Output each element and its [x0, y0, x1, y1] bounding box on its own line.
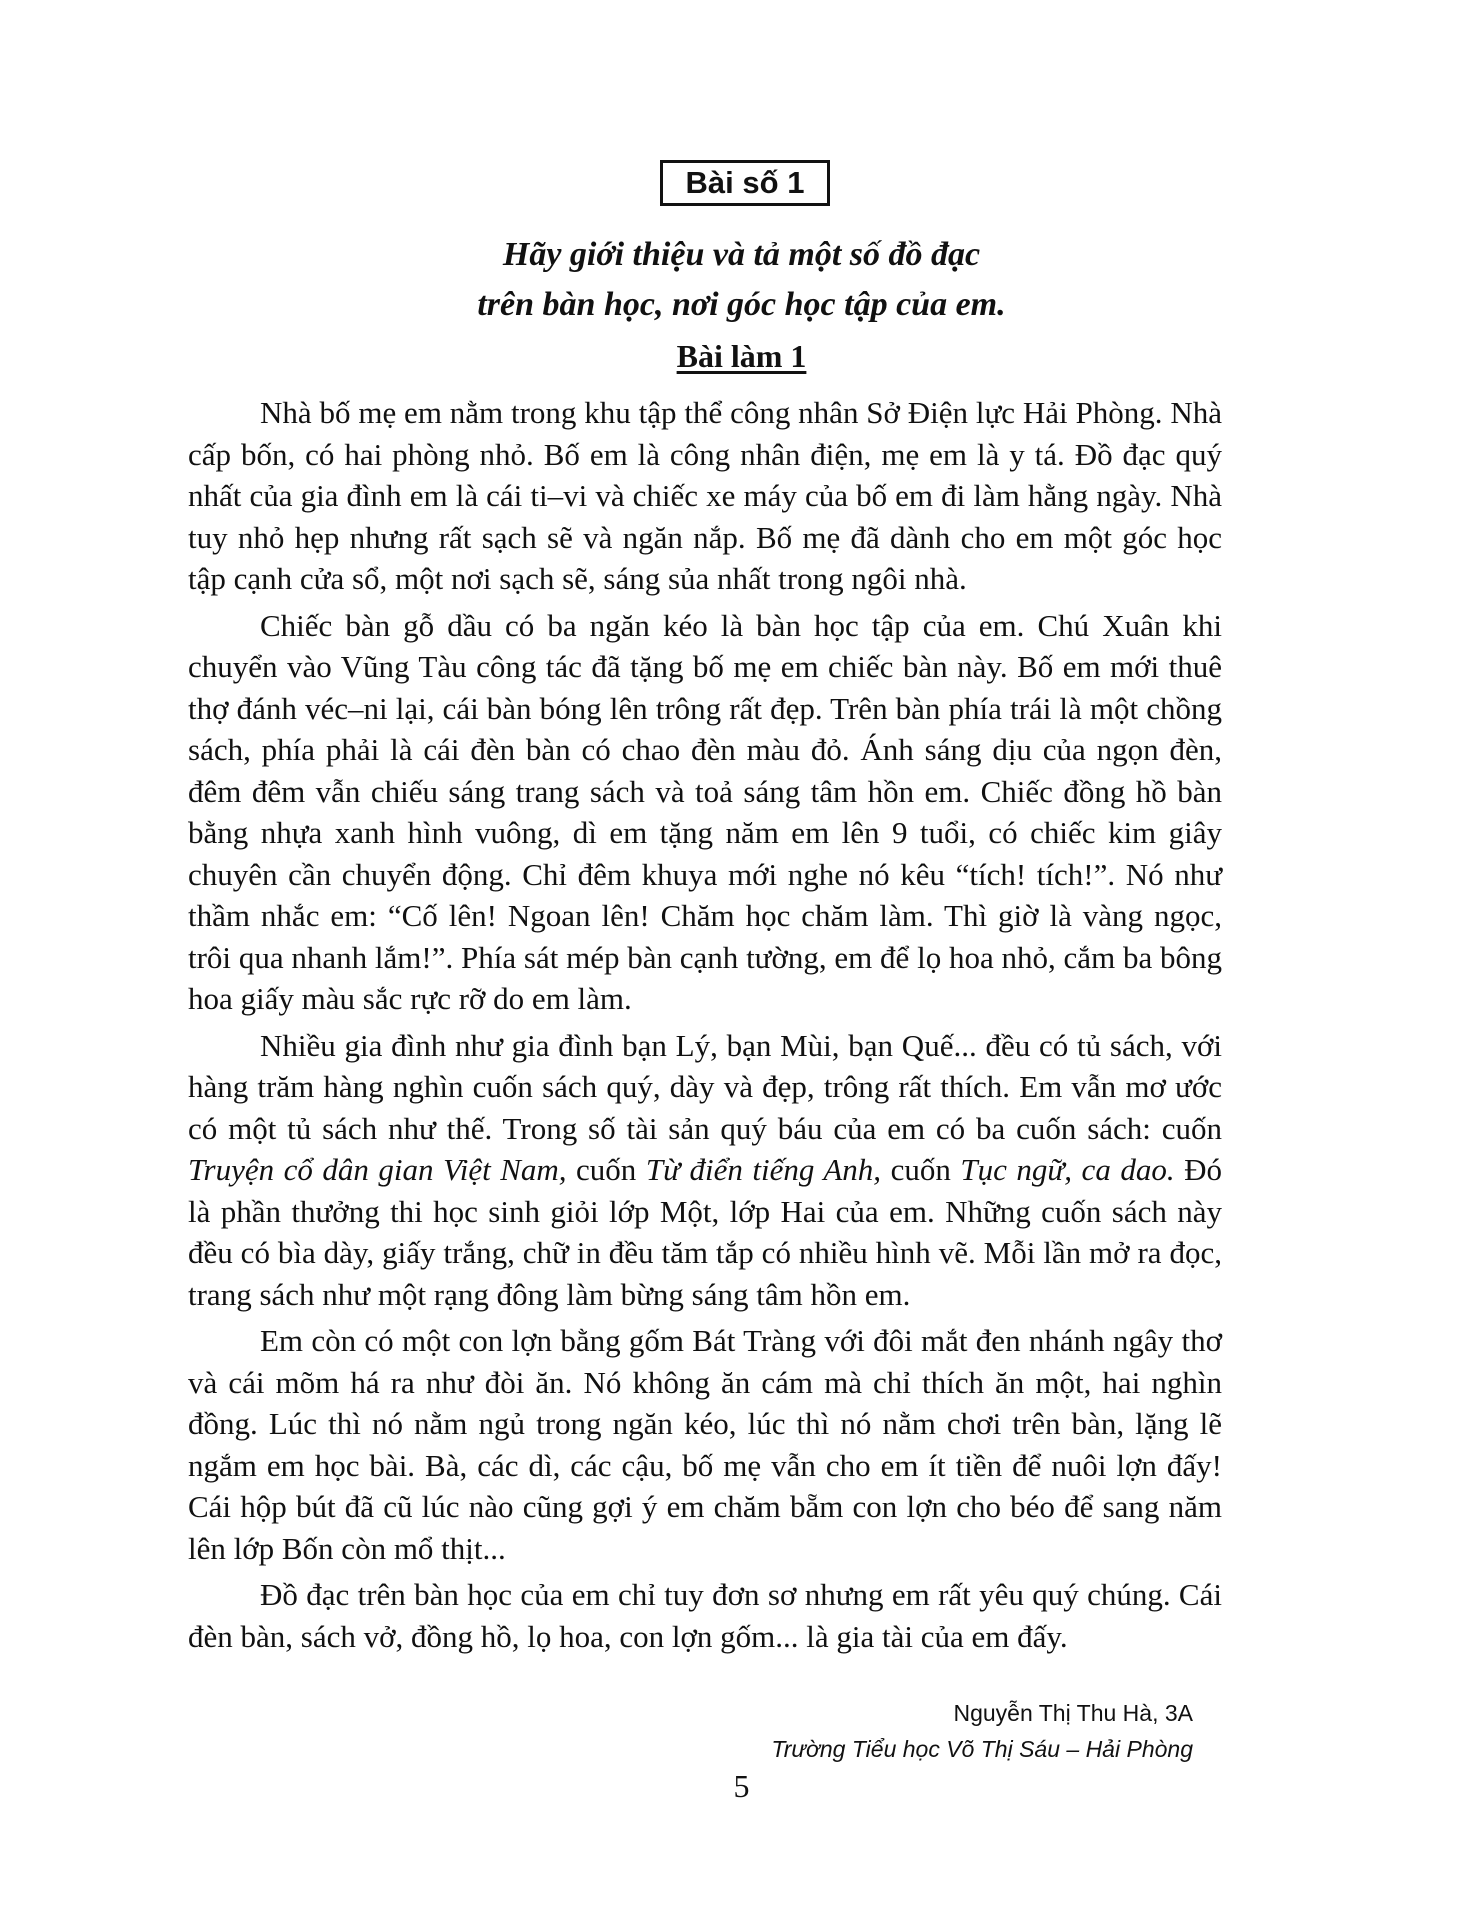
- exercise-topic: [0, 230, 1483, 330]
- paragraph-1: Nhà bố mẹ em nằm trong khu tập thể công nhân Sở Điện lực Hải Phòng. Nhà cấp bốn, có hai phòng nhỏ. Bố em là công nhân điện, mẹ em là y tá. Đồ đạc quý nhất của gia đình em là cái ti–vi và chiếc xe máy của bố em đi làm hằng ngày. Nhà tuy nhỏ hẹp nhưng rất sạch sẽ và ngăn nắp. Bố mẹ đã dành cho em một góc học tập cạnh cửa sổ, một nơi sạch sẽ, sáng sủa nhất trong ngôi nhà.: [188, 395, 1222, 596]
- school-name: Trường Tiểu học Võ Thị Sáu – Hải Phòng: [771, 1736, 1193, 1762]
- paragraph-5: Đồ đạc trên bàn học của em chỉ tuy đơn sơ nhưng em rất yêu quý chúng. Cái đèn bàn, sách vở, đồng hồ, lọ hoa, con lợn gốm... là gia tài của em đấy.: [188, 1577, 1222, 1654]
- book-title-2: Từ điển tiếng Anh,: [645, 1152, 882, 1187]
- topic-line-2: trên bàn học, nơi góc học tập của em.: [477, 286, 1006, 323]
- page-number: 5: [733, 1768, 750, 1804]
- essay-body: [188, 392, 1222, 1662]
- author-name: Nguyễn Thị Thu Hà, 3A: [953, 1700, 1193, 1726]
- paragraph-3-text-c: cuốn: [881, 1152, 961, 1187]
- book-title-3: Tục ngữ, ca dao.: [960, 1152, 1175, 1187]
- answer-heading: Bài làm 1: [676, 338, 807, 374]
- paragraph-3-text-d: Đó là phần thưởng thi học sinh giỏi lớp Một, lớp Hai của em. Những cuốn sách này đều có bìa dày, giấy trắng, chữ in đều tăm tắp có nhiều hình vẽ. Mỗi lần mở ra đọc, trang sách như một rạng đông làm bừng sáng tâm hồn em.: [188, 1152, 1223, 1312]
- paragraph-3-text-a: Nhiều gia đình như gia đình bạn Lý, bạn Mùi, bạn Quế... đều có tủ sách, với hàng trăm hàng nghìn cuốn sách quý, dày và đẹp, trông rất thích. Em vẫn mơ ước có một tủ sách như thế. Trong số tài sản quý báu của em có ba cuốn sách: cuốn: [188, 1027, 1222, 1146]
- paragraph-3: [188, 1025, 1222, 1316]
- book-title-1: Truyện cổ dân gian Việt Nam,: [188, 1152, 567, 1187]
- paragraph-3-text-b: cuốn: [566, 1152, 646, 1187]
- paragraph-4: Em còn có một con lợn bằng gốm Bát Tràng với đôi mắt đen nhánh ngây thơ và cái mõm há ra như đòi ăn. Nó không ăn cám mà chỉ thích ăn một, hai nghìn đồng. Lúc thì nó nằm ngủ trong ngăn kéo, lúc thì nó nằm chơi trên bàn, lặng lẽ ngắm em học bài. Bà, các dì, các cậu, bố mẹ vẫn cho em ít tiền để nuôi lợn đấy! Cái hộp bút đã cũ lúc nào cũng gợi ý em chăm bẵm con lợn cho béo để sang năm lên lớp Bốn còn mổ thịt...: [188, 1323, 1222, 1566]
- paragraph-2: Chiếc bàn gỗ dầu có ba ngăn kéo là bàn học tập của em. Chú Xuân khi chuyển vào Vũng Tàu công tác đã tặng bố mẹ em chiếc bàn này. Bố em mới thuê thợ đánh véc–ni lại, cái bàn bóng lên trông rất đẹp. Trên bàn phía trái là một chồng sách, phía phải là cái đèn bàn có chao đèn màu đỏ. Ánh sáng dịu của ngọn đèn, đêm đêm vẫn chiếu sáng trang sách và toả sáng tâm hồn em. Chiếc đồng hồ bàn bằng nhựa xanh hình vuông, dì em tặng năm em lên 9 tuổi, có chiếc kim giây chuyên cần chuyển động. Chỉ đêm khuya mới nghe nó kêu “tích! tích!”. Nó như thầm nhắc em: “Cố lên! Ngoan lên! Chăm học chăm làm. Thì giờ là vàng ngọc, trôi qua nhanh lắm!”. Phía sát mép bàn cạnh tường, em để lọ hoa nhỏ, cắm ba bông hoa giấy màu sắc rực rỡ do em làm.: [188, 607, 1222, 1016]
- exercise-title-box: Bài số 1: [660, 160, 830, 206]
- signature-block: [0, 1695, 1193, 1767]
- topic-line-1: Hãy giới thiệu và tả một số đồ đạc: [502, 236, 981, 273]
